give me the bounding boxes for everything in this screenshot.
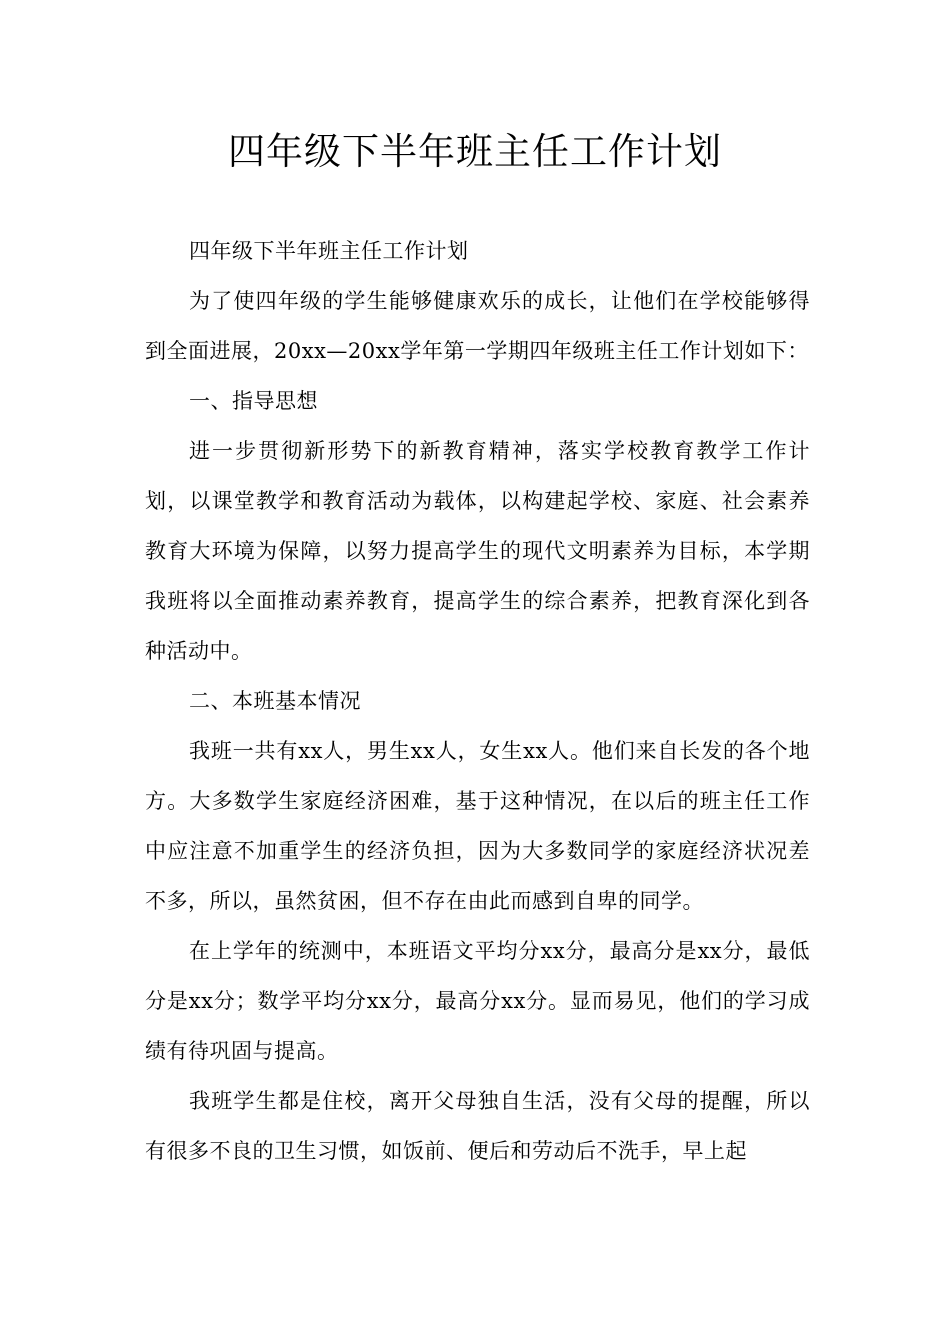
document-title: 四年级下半年班主任工作计划 <box>228 130 722 173</box>
paragraph-hygiene-habits: 我班学生都是住校，离开父母独自生活，没有父母的提醒，所以有很多不良的卫生习惯，如饭前、便后和劳动后不洗手，早上起 <box>145 1089 810 1163</box>
section-heading-guiding-thought: 一、指导思想 <box>189 389 318 413</box>
section-heading-class-situation: 二、本班基本情况 <box>189 689 361 713</box>
paragraph-intro: 为了使四年级的学生能够健康欢乐的成长，让他们在学校能够得到全面进展，20xx—20xx学年第一学期四年级班主任工作计划如下： <box>145 289 810 363</box>
paragraph-guiding-thought: 进一步贯彻新形势下的新教育精神，落实学校教育教学工作计划，以课堂教学和教育活动为载体，以构建起学校、家庭、社会素养教育大环境为保障，以努力提高学生的现代文明素养为目标，本学期我班将以全面推动素养教育，提高学生的综合素养，把教育深化到各种活动中。 <box>145 439 810 663</box>
paragraph-subtitle: 四年级下半年班主任工作计划 <box>189 239 469 263</box>
paragraph-exam-results: 在上学年的统测中，本班语文平均分xx分，最高分是xx分，最低分是xx分；数学平均分xx分，最高分xx分。显而易见，他们的学习成绩有待巩固与提高。 <box>145 939 810 1063</box>
document-body <box>145 226 810 1176</box>
paragraph-class-situation: 我班一共有xx人，男生xx人，女生xx人。他们来自长发的各个地方。大多数学生家庭经济困难，基于这种情况，在以后的班主任工作中应注意不加重学生的经济负担，因为大多数同学的家庭经济状况差不多，所以，虽然贫困，但不存在由此而感到自卑的同学。 <box>145 739 810 913</box>
